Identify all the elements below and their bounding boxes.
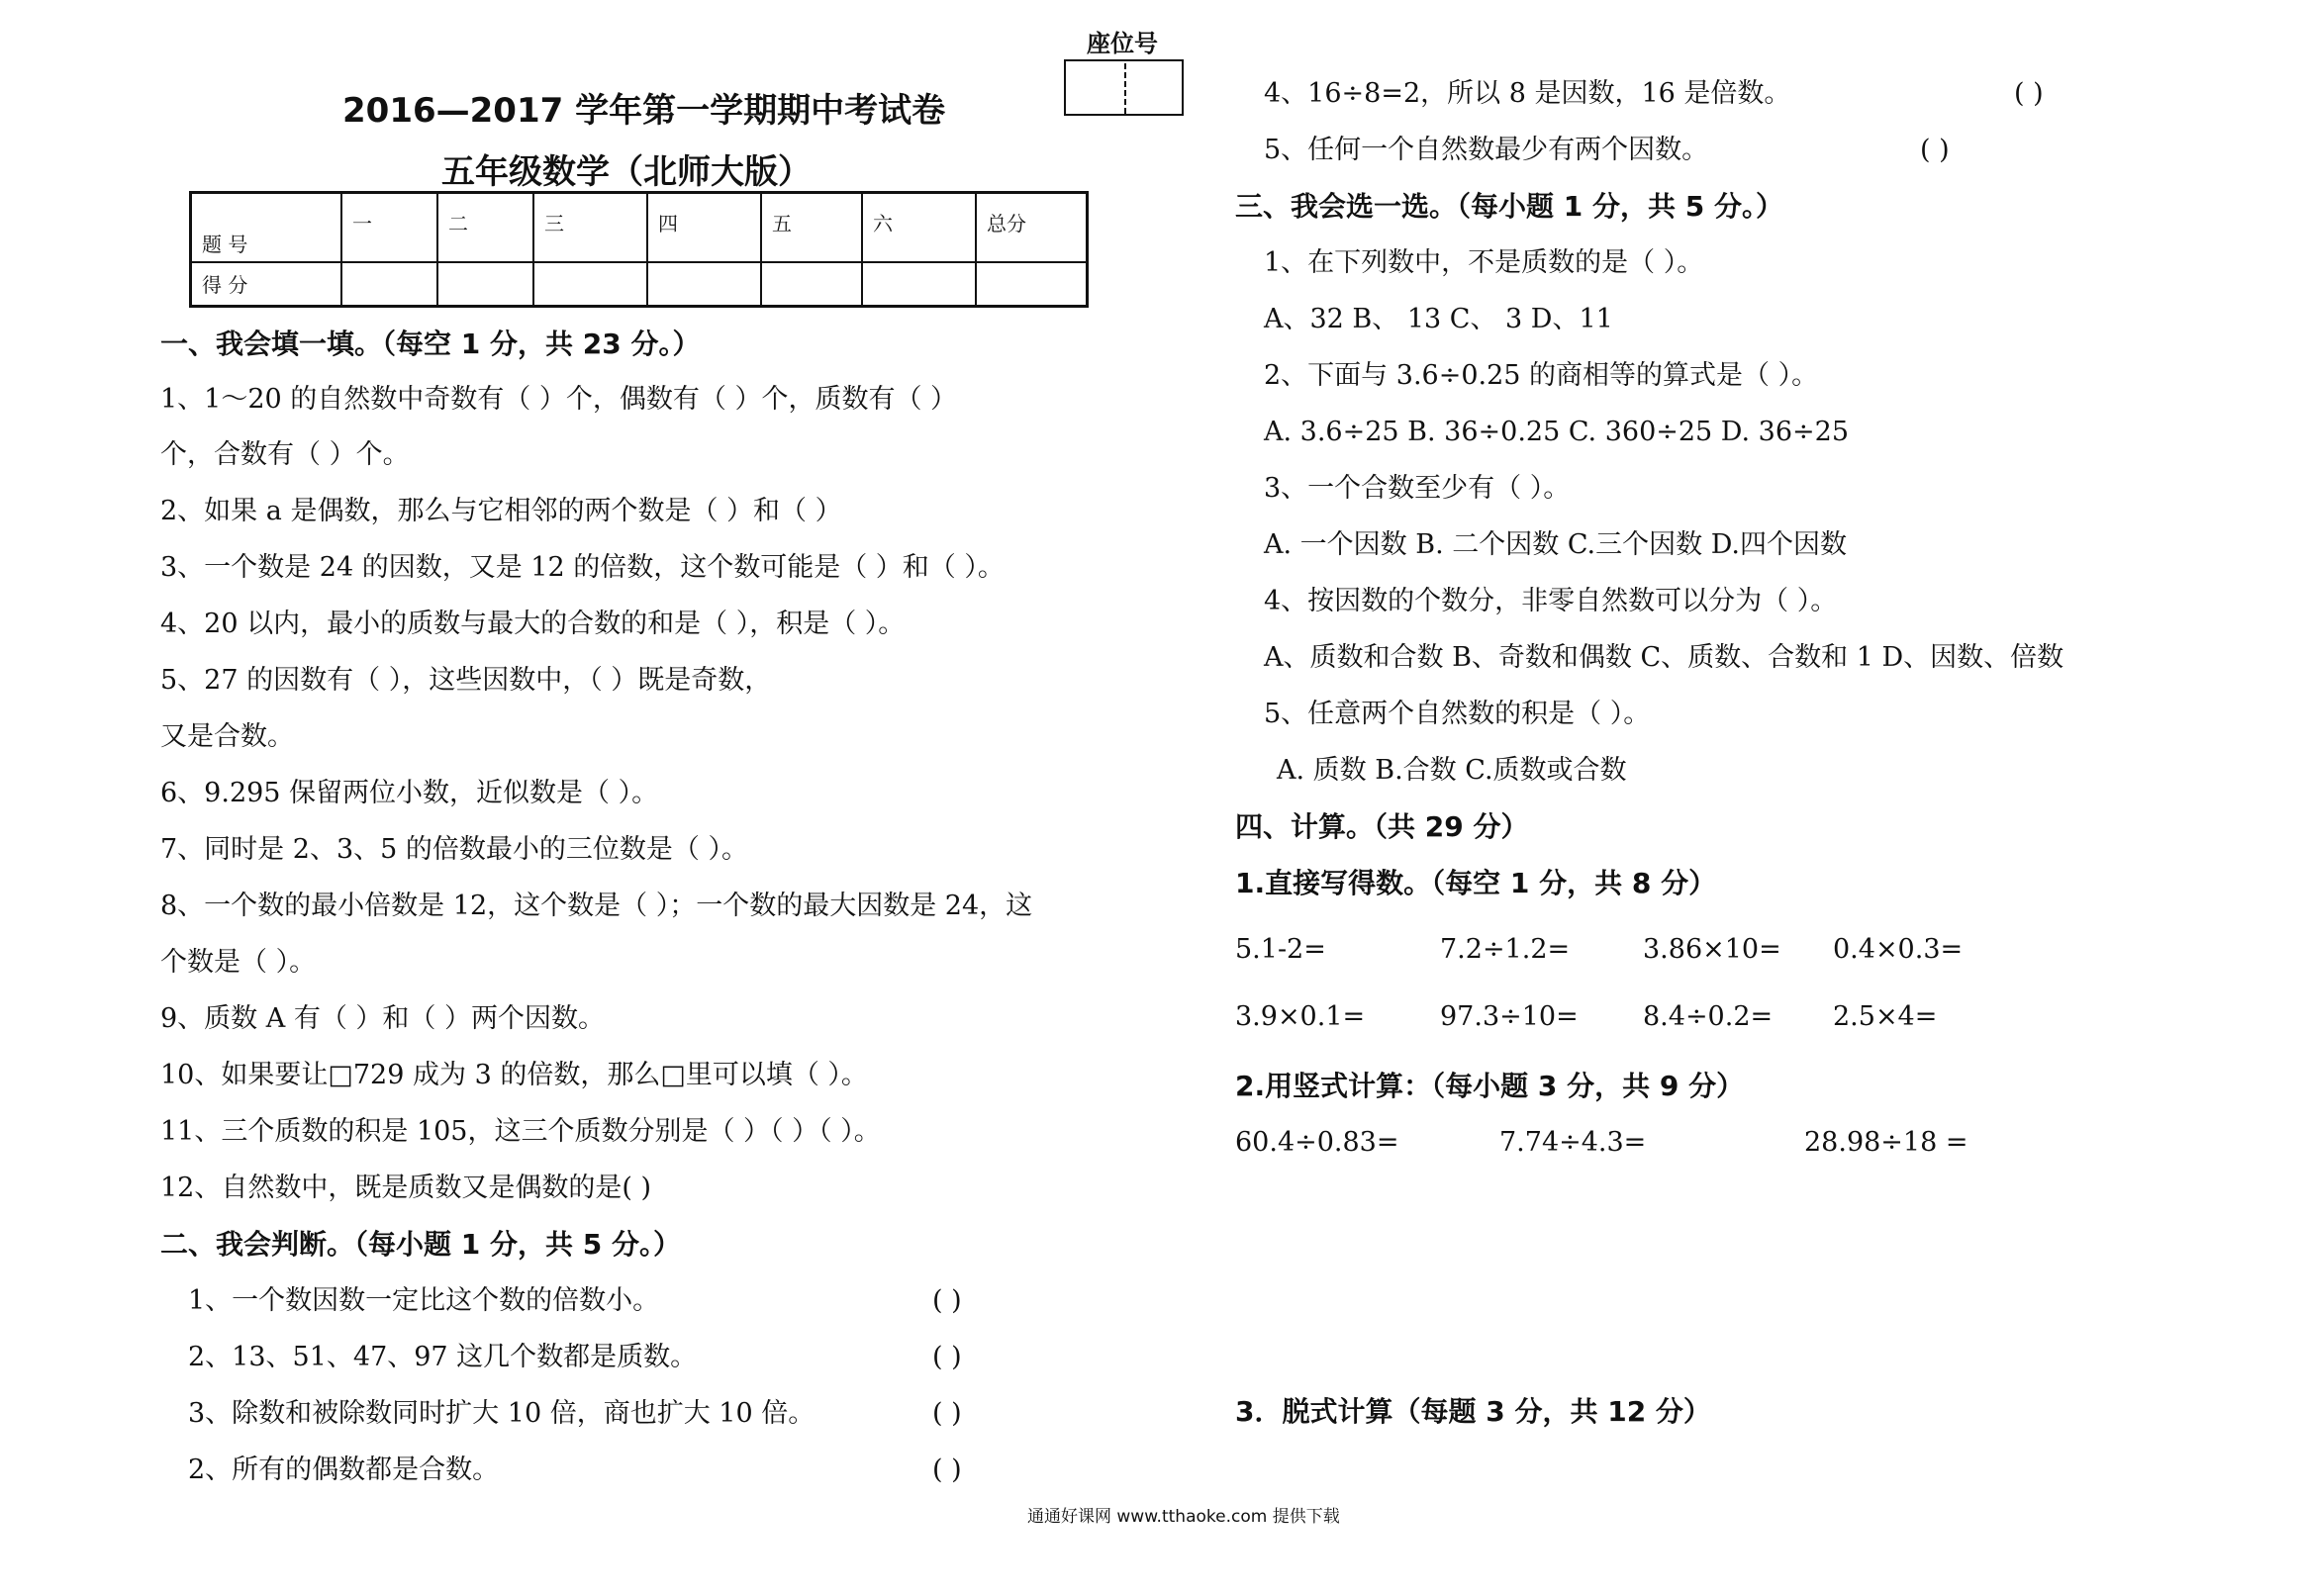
answer-parentheses[interactable]: ( ) — [2014, 78, 2044, 109]
judgment-item: 5、任何一个自然数最少有两个因数。 — [1264, 135, 1709, 165]
score-table — [189, 191, 1089, 308]
choice-question: 4、按因数的个数分，非零自然数可以分为（ ）。 — [1264, 586, 1838, 616]
section1-line: 又是合数。 — [160, 721, 294, 752]
section1-line: 7、同时是 2、3、5 的倍数最小的三位数是（ ）。 — [160, 834, 748, 865]
calc-problem: 5.1-2= — [1235, 934, 1326, 965]
choice-question: 1、在下列数中，不是质数的是（ ）。 — [1264, 247, 1704, 278]
judgment-item: 2、所有的偶数都是合数。 — [188, 1455, 500, 1485]
section1-line: 4、20 以内，最小的质数与最大的合数的和是（ ），积是（ ）。 — [160, 609, 906, 639]
choice-options: A. 质数 B.合数 C.质数或合数 — [1277, 755, 1627, 786]
section4-heading: 四、计算。（共 29 分） — [1235, 810, 1529, 843]
judgment-item: 3、除数和被除数同时扩大 10 倍，商也扩大 10 倍。 — [188, 1398, 816, 1429]
choice-options: A. 3.6÷25 B. 36÷0.25 C. 360÷25 D. 36÷25 — [1264, 417, 1849, 447]
vertical-calc-heading: 2.用竖式计算：（每小题 3 分，共 9 分） — [1235, 1070, 1745, 1102]
stepwise-calc-heading: 3．脱式计算（每题 3 分，共 12 分） — [1235, 1395, 1711, 1428]
calc-problem: 97.3÷10= — [1440, 1001, 1579, 1032]
calc-problem: 0.4×0.3= — [1833, 934, 1964, 965]
score-cell[interactable] — [437, 262, 533, 307]
column-header: 一 — [341, 193, 437, 262]
calc-problem: 3.86×10= — [1643, 934, 1781, 965]
seat-number-box[interactable] — [1064, 59, 1184, 116]
score-table-header-row — [191, 193, 1088, 262]
column-header: 二 — [437, 193, 533, 262]
calc-problem: 2.5×4= — [1833, 1001, 1938, 1032]
calc-problem: 60.4÷0.83= — [1235, 1127, 1399, 1158]
seat-number-label: 座位号 — [1087, 30, 1158, 57]
score-table-score-row — [191, 262, 1088, 307]
score-cell[interactable] — [761, 262, 862, 307]
choice-options: A、质数和合数 B、奇数和偶数 C、质数、合数和 1 D、因数、倍数 — [1264, 642, 2064, 673]
exam-title: 2016—2017 学年第一学期期中考试卷 — [342, 91, 946, 131]
score-label: 得 分 — [191, 262, 342, 307]
judgment-item: 2、13、51、47、97 这几个数都是质数。 — [188, 1342, 698, 1372]
section2-heading: 二、我会判断。（每小题 1 分，共 5 分。） — [160, 1228, 681, 1261]
score-cell[interactable] — [341, 262, 437, 307]
score-cell[interactable] — [647, 262, 761, 307]
answer-parentheses[interactable]: ( ) — [1920, 135, 1950, 165]
score-cell-total[interactable] — [976, 262, 1088, 307]
score-cell[interactable] — [862, 262, 976, 307]
section1-line: 2、如果 a 是偶数，那么与它相邻的两个数是（ ）和（ ） — [160, 496, 842, 526]
answer-parentheses[interactable]: ( ) — [932, 1455, 962, 1485]
column-header: 三 — [533, 193, 647, 262]
section1-line: 3、一个数是 24 的因数，又是 12 的倍数，这个数可能是（ ）和（ ）。 — [160, 552, 1005, 583]
column-header-total: 总分 — [976, 193, 1088, 262]
section1-line: 个数是（ ）。 — [160, 947, 317, 978]
calc-problem: 28.98÷18 = — [1804, 1127, 1968, 1158]
choice-question: 2、下面与 3.6÷0.25 的商相等的算式是（ ）。 — [1264, 360, 1819, 391]
calc-problem: 8.4÷0.2= — [1643, 1001, 1774, 1032]
choice-options: A、32 B、 13 C、 3 D、11 — [1264, 304, 1613, 334]
calc-problem: 3.9×0.1= — [1235, 1001, 1366, 1032]
answer-parentheses[interactable]: ( ) — [932, 1342, 962, 1372]
section1-line: 个，合数有（ ）个。 — [160, 439, 410, 470]
score-cell[interactable] — [533, 262, 647, 307]
section1-line: 12、自然数中，既是质数又是偶数的是( ) — [160, 1173, 652, 1203]
judgment-item: 1、一个数因数一定比这个数的倍数小。 — [188, 1285, 660, 1316]
choice-question: 3、一个合数至少有（ ）。 — [1264, 473, 1571, 504]
section3-heading: 三、我会选一选。（每小题 1 分，共 5 分。） — [1235, 190, 1783, 223]
direct-calc-heading: 1.直接写得数。（每空 1 分，共 8 分） — [1235, 867, 1717, 899]
choice-question: 5、任意两个自然数的积是（ ）。 — [1264, 699, 1651, 729]
section1-line: 5、27 的因数有（ ），这些因数中，（ ）既是奇数， — [160, 665, 772, 696]
section1-line: 6、9.295 保留两位小数，近似数是（ ）。 — [160, 778, 659, 808]
calc-problem: 7.74÷4.3= — [1499, 1127, 1647, 1158]
judgment-item: 4、16÷8=2，所以 8 是因数，16 是倍数。 — [1264, 78, 1791, 109]
footer-source: 通通好课网 www.tthaoke.com 提供下载 — [1027, 1507, 1340, 1527]
column-header: 四 — [647, 193, 761, 262]
section1-line: 8、一个数的最小倍数是 12，这个数是（ ）；一个数的最大因数是 24，这 — [160, 891, 1033, 921]
section1-line: 10、如果要让□729 成为 3 的倍数，那么□里可以填（ ）。 — [160, 1060, 868, 1090]
seat-box-divider — [1124, 63, 1126, 114]
answer-parentheses[interactable]: ( ) — [932, 1285, 962, 1316]
section1-line: 11、三个质数的积是 105，这三个质数分别是（ ）（ ）（ ）。 — [160, 1116, 881, 1147]
section1-line: 9、质数 A 有（ ）和（ ）两个因数。 — [160, 1003, 606, 1034]
section1-line: 1、1～20 的自然数中奇数有（ ）个，偶数有（ ）个，质数有（ ） — [160, 384, 958, 415]
exam-subtitle: 五年级数学（北师大版） — [441, 152, 812, 192]
answer-parentheses[interactable]: ( ) — [932, 1398, 962, 1429]
calc-problem: 7.2÷1.2= — [1440, 934, 1571, 965]
section1-heading: 一、我会填一填。（每空 1 分，共 23 分。） — [160, 328, 701, 360]
choice-options: A. 一个因数 B. 二个因数 C.三个因数 D.四个因数 — [1264, 529, 1847, 560]
column-header: 五 — [761, 193, 862, 262]
column-header: 六 — [862, 193, 976, 262]
question-number-label: 题 号 — [191, 193, 342, 262]
